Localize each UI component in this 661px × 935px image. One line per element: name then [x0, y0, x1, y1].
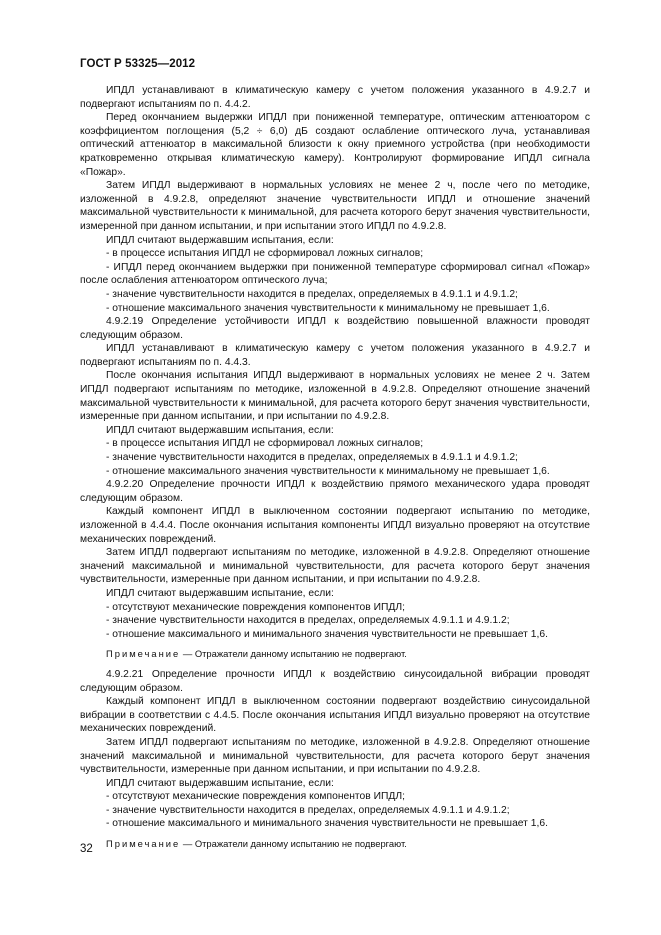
list-item: - отношение максимального значения чувствительности к минимальному не превышает 1,6. [106, 302, 550, 314]
note-label: Примечание [106, 838, 181, 850]
list-item: - отношение максимального и минимального значения чувствительности не превышает 1,6. [106, 628, 548, 640]
paragraph: ИПДЛ считают выдержавшим испытания, если: [106, 234, 334, 246]
list-item: - отсутствуют механические повреждения компонентов ИПДЛ; [106, 601, 405, 613]
list-item: - значение чувствительности находится в пределах, определяемых 4.9.1.1 и 4.9.1.2; [106, 615, 510, 627]
document-header: ГОСТ Р 53325—2012 [80, 58, 196, 70]
paragraph: ИПДЛ считают выдержавшим испытания, если: [106, 424, 334, 436]
paragraph: Перед окончанием выдержки ИПДЛ при пониженной температуре, оптическим аттенюатором с коэффициентом поглощения (5,2 ÷ 6,0) дБ создают ослабление оптического луча, устанавливая оптический аттенюатор в максимальной близости к окну приемного устройства (при необходимости кратковременно открывая климатическую камеру). Контролируют формирование ИПДЛ сигнала «Пожар». [80, 112, 590, 178]
list-item: - отношение максимального и минимального значения чувствительности не превышает 1,6. [106, 818, 548, 830]
paragraph: 4.9.2.19 Определение устойчивости ИПДЛ к воздействию повышенной влажности проводят следующим образом. [80, 316, 590, 341]
paragraph: ИПДЛ устанавливают в климатическую камеру с учетом положения указанного в 4.9.2.7 и подвергают испытаниям по п. 4.4.2. [80, 85, 590, 110]
list-item: - в процессе испытания ИПДЛ не сформировал ложных сигналов; [106, 438, 424, 450]
list-item: - в процессе испытания ИПДЛ не сформировал ложных сигналов; [106, 248, 424, 260]
list-item: - значение чувствительности находится в пределах, определяемых в 4.9.1.1 и 4.9.1.2; [106, 288, 518, 300]
note-paragraph [80, 837, 590, 851]
note-paragraph [80, 647, 590, 661]
list-item: - значение чувствительности находится в пределах, определяемых 4.9.1.1 и 4.9.1.2; [106, 804, 510, 816]
paragraph: Затем ИПДЛ выдерживают в нормальных условиях не менее 2 ч, после чего по методике, изложенной в 4.9.2.8, определяют значение чувствительности ИПДЛ и отношение значений максимальной чувствительности к минимальной, для расчета которого берут значения чувствительности, измеренной при данном испытании, и при испытании этого ИПДЛ по 4.9.2.8. [80, 180, 590, 232]
page-number: 32 [80, 843, 93, 855]
note-text: — Отражатели данному испытанию не подвергают. [180, 648, 407, 660]
paragraph: ИПДЛ считают выдержавшим испытание, если: [106, 777, 334, 789]
note-label: Примечание [106, 648, 181, 660]
document-body [80, 84, 590, 858]
note-text: — Отражатели данному испытанию не подвергают. [180, 838, 407, 850]
paragraph: Затем ИПДЛ подвергают испытаниям по методике, изложенной в 4.9.2.8. Определяют отношение значений максимальной и минимальной чувствительности, для расчета которого берут значения чувствительности, измеренные при данном испытании, и при испытании по 4.9.2.8. [80, 736, 590, 776]
paragraph: 4.9.2.20 Определение прочности ИПДЛ к воздействию прямого механического удара проводят следующим образом. [80, 479, 590, 504]
paragraph: Каждый компонент ИПДЛ в выключенном состоянии подвергают воздействию синусоидальной вибрации в соответствии с 4.4.5. После окончания испытания ИПДЛ визуально проверяют на отсутствие механических повреждений. [80, 696, 590, 735]
list-item: - ИПДЛ перед окончанием выдержки при пониженной температуре сформировал сигнал «Пожар» после ослабления аттенюатором оптического луча; [80, 261, 590, 287]
list-item: - значение чувствительности находится в пределах, определяемых в 4.9.1.1 и 4.9.1.2; [106, 452, 518, 464]
list-item: - отношение максимального значения чувствительности к минимальному не превышает 1,6. [106, 465, 550, 477]
paragraph: Затем ИПДЛ подвергают испытаниям по методике, изложенной в 4.9.2.8. Определяют отношение значений максимальной и минимальной чувствительности, для расчета которого берут значения чувствительности, измеренные при данном испытании, и при испытании по 4.9.2.8. [80, 547, 590, 586]
paragraph: Каждый компонент ИПДЛ в выключенном состоянии подвергают испытанию по методике, изложенной в 4.4.4. После окончания испытания компоненты ИПДЛ визуально проверяют на отсутствие механических повреждений. [80, 506, 590, 545]
list-item: - отсутствуют механические повреждения компонентов ИПДЛ; [106, 791, 405, 803]
paragraph: После окончания испытания ИПДЛ выдерживают в нормальных условиях не менее 2 ч. Затем ИПДЛ подвергают испытаниям по методике, изложенной в 4.9.2.8. Определяют отношение значений максимальной чувствительности к минимальной, для расчета которого берут значения чувствительности, измеренные при данном испытании, и при испытании по 4.9.2.8. [80, 370, 590, 423]
paragraph: ИПДЛ устанавливают в климатическую камеру с учетом положения указанного в 4.9.2.7 и подвергают испытаниям по п. 4.4.3. [80, 343, 590, 368]
paragraph: 4.9.2.21 Определение прочности ИПДЛ к воздействию синусоидальной вибрации проводят следующим образом. [80, 668, 590, 694]
paragraph: ИПДЛ считают выдержавшим испытание, если: [106, 587, 334, 599]
